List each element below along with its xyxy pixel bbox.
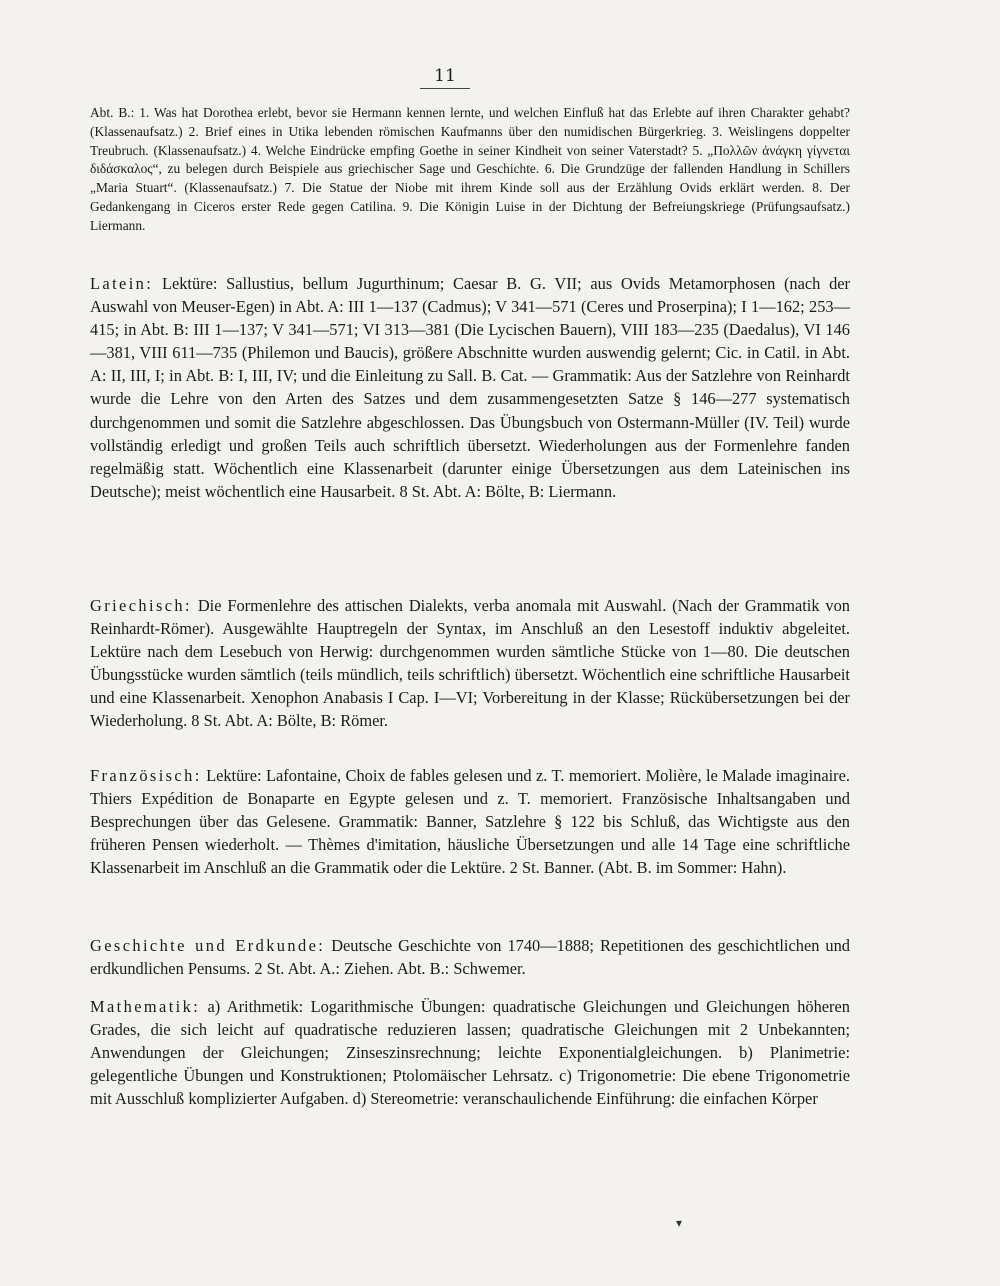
subject-label-griechisch: Griechisch: — [90, 596, 192, 615]
section-franzoesisch — [90, 764, 850, 879]
section-text-mathematik: a) Arithmetik: Logarithmische Übungen: quadratische Gleichungen und Gleichungen höheren Grades, die sich leicht auf quadratische reduzieren lassen; quadratische Gleichungen mit 2 Unbekannten; Anwendungen der Gleichungen; Zinseszinsrechnung; leichte Exponentialgleichungen. b) Planimetrie: gelegentliche Übungen und Konstruktionen; Ptolomäischer Lehrsatz. c) Trigonometrie: Die ebene Trigonometrie mit Ausschluß komplizierter Aufgaben. d) Stereometrie: veranschaulichende Einführung: die einfachen Körper — [90, 997, 850, 1109]
subject-label-franzoesisch: Französisch: — [90, 766, 202, 785]
essay-topics-abt-b — [90, 104, 850, 236]
section-mathematik — [90, 995, 850, 1110]
subject-label-geschichte: Geschichte und Erdkunde: — [90, 936, 326, 955]
page-number: 11 — [420, 66, 470, 89]
section-geschichte — [90, 934, 850, 980]
essay-topics-text: Abt. B.: 1. Was hat Dorothea erlebt, bevor sie Hermann kennen lernte, und welchen Einfluß hat das Erlebte auf ihren Charakter gehabt? (Klassenaufsatz.) 2. Brief eines in Utika lebenden römischen Kaufmanns über den numidischen Bürgerkrieg. 3. Weislingens doppelter Treubruch. (Klassenaufsatz.) 4. Welche Eindrücke empfing Goethe in seiner Kindheit von seiner Vaterstadt? 5. „Πολλῶν ἀνάγκη γίγνεται διδάσκαλος“, zu belegen durch Beispiele aus griechischer Sage und Geschichte. 6. Die Grundzüge der fallenden Handlung in Schillers „Maria Stuart“. (Klassenaufsatz.) 7. Die Statue der Niobe mit ihrem Kinde soll aus der Erzählung Ovids erklärt werden. 8. Der Gedankengang in Ciceros erster Rede gegen Catilina. 9. Die Königin Luise in der Dichtung der Befreiungskriege (Prüfungsaufsatz.) Liermann. — [90, 105, 850, 233]
subject-label-latein: Latein: — [90, 274, 154, 293]
section-text-griechisch: Die Formenlehre des attischen Dialekts, verba anomala mit Auswahl. (Nach der Grammatik von Reinhardt-Römer). Ausgewählte Hauptregeln der Syntax, im Anschluß an den Lesestoff induktiv abgeleitet. Lektüre nach dem Lesebuch von Herwig: durchgenommen wurden sämtliche Stücke von 1—80. Die deutschen Übungsstücke wurden sämtlich (teils mündlich, teils schriftlich) übersetzt. Wöchentlich eine schriftliche Hausarbeit und eine Klassenarbeit. Xenophon Anabasis I Cap. I—VI; Vorbereitung in der Klasse; Rückübersetzungen bei der Wiederholung. 8 St. Abt. A: Bölte, B: Römer. — [90, 596, 850, 731]
section-text-franzoesisch: Lektüre: Lafontaine, Choix de fables gelesen und z. T. memoriert. Molière, le Malade imaginaire. Thiers Expédition de Bonaparte en Egypte gelesen und z. T. memoriert. Französische Inhaltsangaben und Besprechungen über das Gelesene. Grammatik: Banner, Satzlehre § 122 bis Schluß, das Wichtigste aus den früheren Pensen wiederholt. — Thèmes d'imitation, häusliche Übersetzungen und alle 14 Tage eine schriftliche Klassenarbeit im Anschluß an die Grammatik oder die Lektüre. 2 St. Banner. (Abt. B. im Sommer: Hahn). — [90, 766, 850, 878]
print-speck: ▾ — [676, 1216, 683, 1230]
subject-label-mathematik: Mathematik: — [90, 997, 201, 1016]
section-latein — [90, 272, 850, 503]
section-text-geschichte: Deutsche Geschichte von 1740—1888; Repetitionen des geschichtlichen und erdkundlichen Pensums. 2 St. Abt. A.: Ziehen. Abt. B.: Schwemer. — [90, 936, 850, 979]
section-griechisch — [90, 594, 850, 733]
section-text-latein: Lektüre: Sallustius, bellum Jugurthinum; Caesar B. G. VII; aus Ovids Metamorphosen (nach der Auswahl von Meuser-Egen) in Abt. A: III 1—137 (Cadmus); V 341—571 (Ceres und Proserpina); I 1—162; 253—415; in Abt. B: III 1—137; V 341—571; VI 313—381 (Die Lycischen Bauern), VIII 183—235 (Daedalus), VI 146—381, VIII 611—735 (Philemon und Baucis), größere Abschnitte wurden auswendig gelernt; Cic. in Catil. in Abt. A: II, III, I; in Abt. B: I, III, IV; und die Einleitung zu Sall. B. Cat. — Grammatik: Aus der Satzlehre von Reinhardt wurde die Lehre von den Arten des Satzes und dem zusammengesetzten Satze § 146—277 systematisch durchgenommen und somit die Satzlehre abgeschlossen. Das Übungsbuch von Ostermann-Müller (IV. Teil) wurde vollständig erledigt und großen Teils auch schriftlich übersetzt. Wiederholungen aus der Formenlehre fanden regelmäßig statt. Wöchentlich eine Klassenarbeit (darunter einige Übersetzungen aus dem Lateinischen ins Deutsche); meist wöchentlich eine Hausarbeit. 8 St. Abt. A: Bölte, B: Liermann. — [90, 274, 850, 501]
